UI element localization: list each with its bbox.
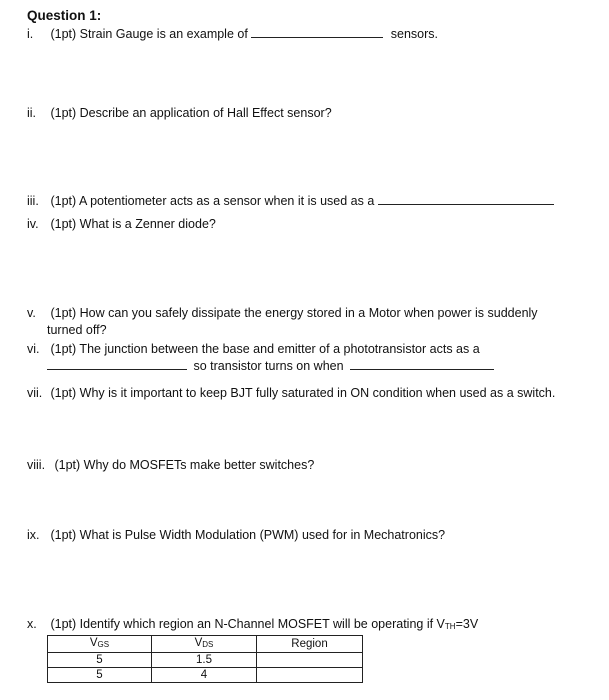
question-viii xyxy=(27,457,314,473)
header-region: Region xyxy=(257,636,363,653)
question-number: vii. xyxy=(27,386,43,400)
question-number: ix. xyxy=(27,528,40,542)
question-text: so transistor turns on when xyxy=(193,359,344,373)
header-vds: $V_{DS}$ xyxy=(152,636,257,653)
question-number: iv. xyxy=(27,217,39,231)
question-iii xyxy=(27,193,554,209)
question-number: ii. xyxy=(27,106,37,120)
cell-vgs: 5 xyxy=(48,653,152,668)
question-text: (1pt) How can you safely dissipate the energy stored in a Motor when power is suddenly xyxy=(50,306,538,320)
question-v xyxy=(27,305,538,321)
table-header-row xyxy=(48,636,363,653)
question-number: viii. xyxy=(27,458,46,472)
answer-blank[interactable] xyxy=(350,358,494,370)
question-text: (1pt) The junction between the base and emitter of a phototransistor acts as a xyxy=(50,342,480,356)
question-vi-continuation xyxy=(47,358,494,374)
question-number: x. xyxy=(27,617,37,631)
table-row xyxy=(48,668,363,683)
cell-vgs: 5 xyxy=(48,668,152,683)
question-text: (1pt) Why is it important to keep BJT fully saturated in ON condition when used as a switch. xyxy=(50,386,556,400)
question-text: (1pt) What is Pulse Width Modulation (PWM) used for in Mechatronics? xyxy=(50,528,446,542)
answer-blank[interactable] xyxy=(47,358,187,370)
table-row xyxy=(48,653,363,668)
cell-vds: 1.5 xyxy=(152,653,257,668)
question-vii xyxy=(27,385,555,401)
subscript: TH xyxy=(444,622,456,631)
mosfet-region-table xyxy=(47,635,363,683)
question-x xyxy=(27,616,478,635)
question-number: i. xyxy=(27,27,34,41)
question-iv xyxy=(27,216,216,232)
question-i xyxy=(27,26,438,42)
question-ix xyxy=(27,527,445,543)
question-vi xyxy=(27,341,480,357)
question-text-suffix: sensors. xyxy=(390,27,439,41)
cell-vds: 4 xyxy=(152,668,257,683)
question-text: (1pt) A potentiometer acts as a sensor when it is used as a xyxy=(50,194,375,208)
header-vgs: $V_{GS}$ xyxy=(48,636,152,653)
question-text: (1pt) Why do MOSFETs make better switches? xyxy=(54,458,315,472)
question-text: (1pt) Strain Gauge is an example of xyxy=(50,27,248,41)
question-text: (1pt) What is a Zenner diode? xyxy=(50,217,216,231)
cell-region[interactable] xyxy=(257,668,363,683)
question-number: v. xyxy=(27,306,36,320)
question-number: vi. xyxy=(27,342,40,356)
answer-blank[interactable] xyxy=(251,26,383,38)
question-heading: Question 1: xyxy=(27,8,102,23)
question-v-continuation: turned off? xyxy=(47,323,107,337)
cell-region[interactable] xyxy=(257,653,363,668)
question-text-suffix: =3V xyxy=(455,617,479,631)
question-number: iii. xyxy=(27,194,39,208)
question-ii xyxy=(27,105,332,121)
question-text: (1pt) Describe an application of Hall Effect sensor? xyxy=(50,106,332,120)
question-text: (1pt) Identify which region an N-Channel MOSFET will be operating if V xyxy=(50,617,445,631)
answer-blank[interactable] xyxy=(378,193,554,205)
